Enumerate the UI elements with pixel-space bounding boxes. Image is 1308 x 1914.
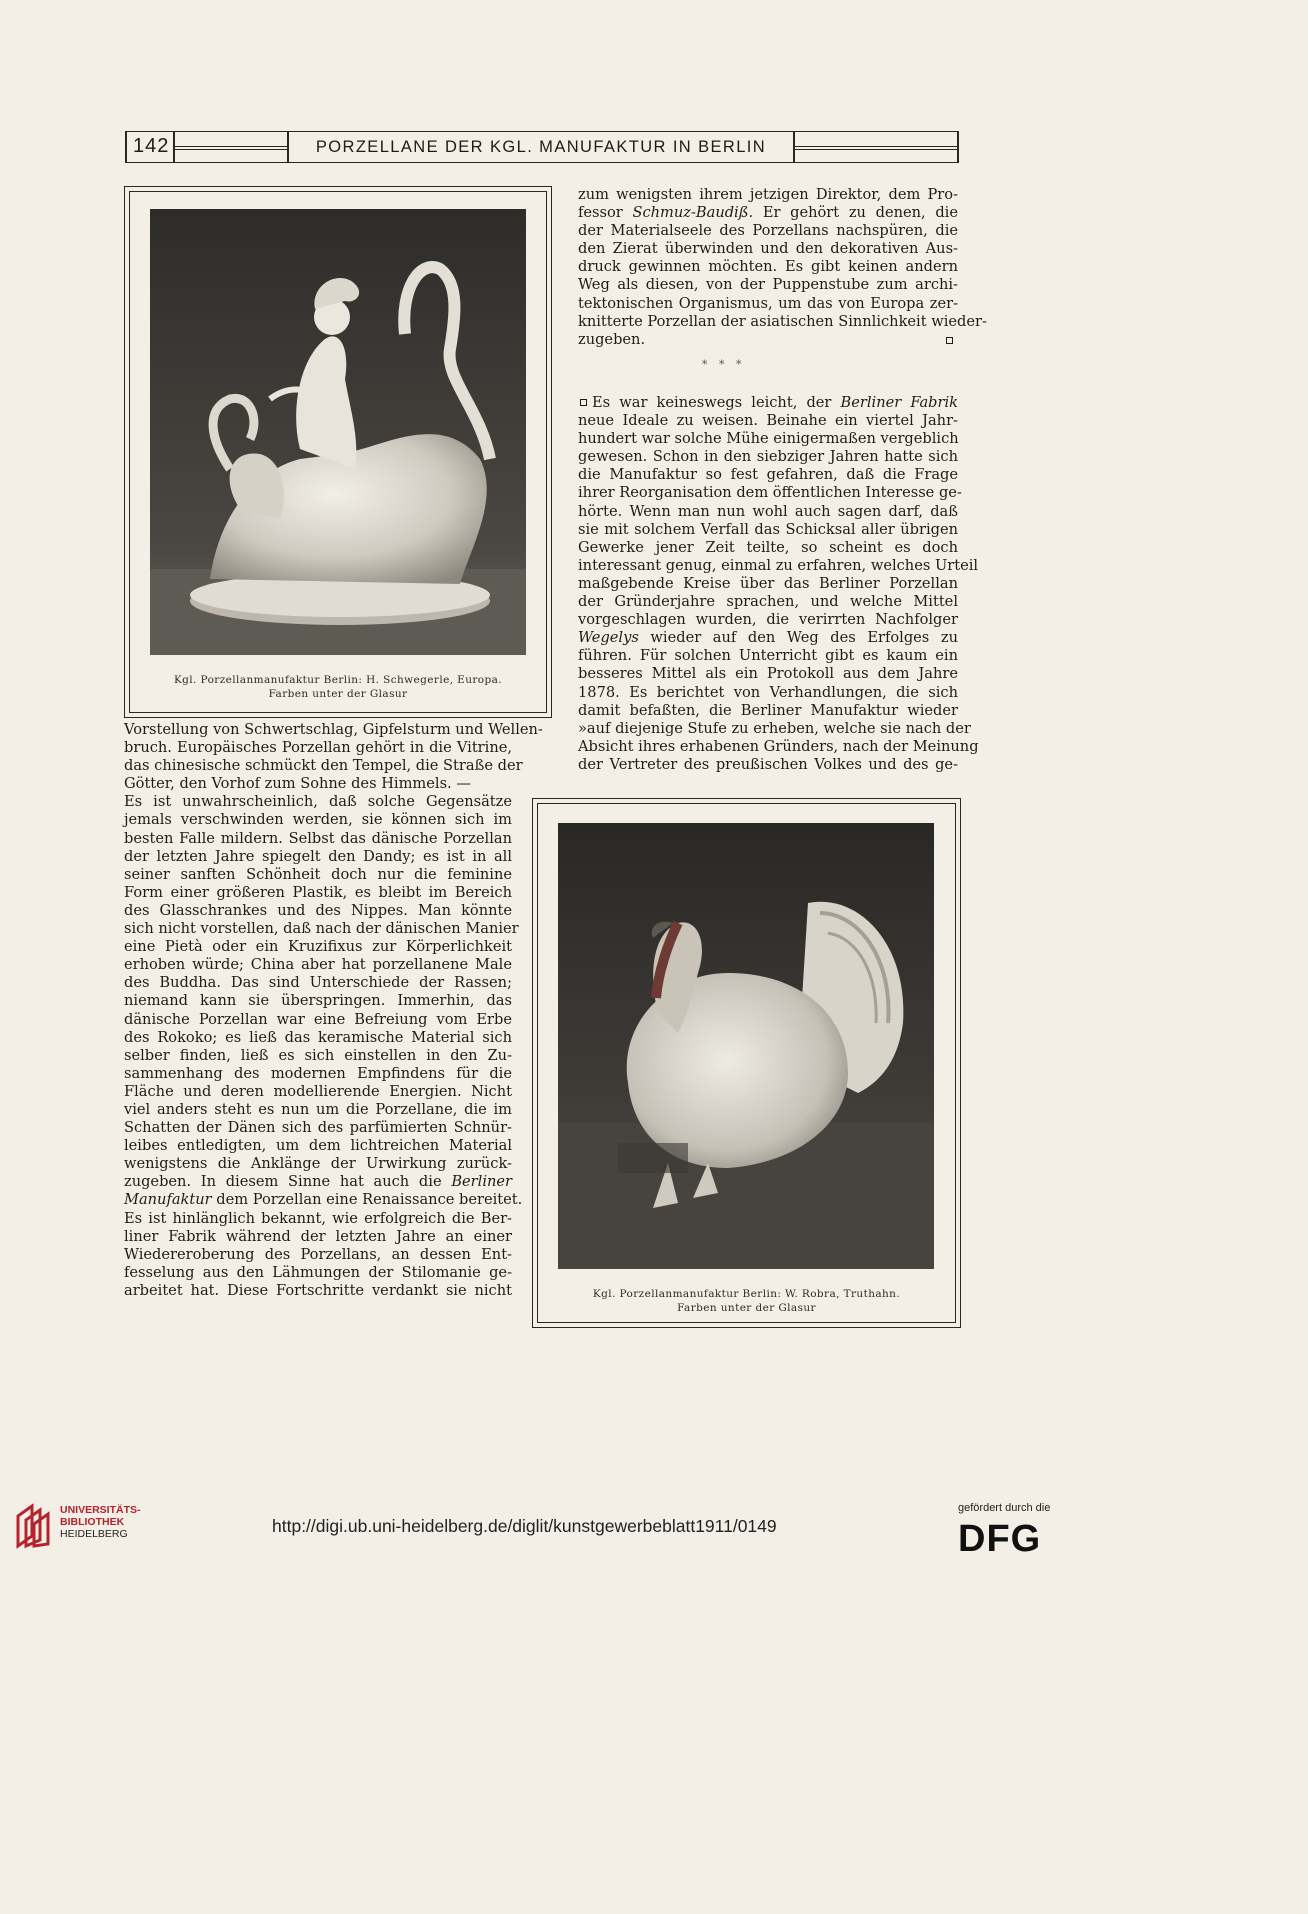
text-line: sich nicht vorstellen, daß nach der dänischen Manier [124,920,519,938]
text-line: der letzten Jahre spiegelt den Dandy; es ist in all [124,847,512,865]
header-rule [793,131,795,163]
text-line: wenigstens die Anklänge der Urwirkung zurück- [124,1155,512,1173]
photo-europa [150,209,526,655]
text-run: fessor [578,204,633,222]
text-line: selber finden, ließ es sich einstellen in den Zu- [124,1046,512,1064]
text-run: wieder auf den Weg des Erfolges zu [638,629,958,647]
text-line: Es ist unwahrscheinlich, daß solche Gegensätze [124,793,512,811]
figure-caption [543,1287,950,1315]
text-line: Vorstellung von Schwertschlag, Gipfelsturm und Wellen- [124,721,543,738]
text-line: Form einer größeren Plastik, es bleibt im Bereich [124,883,512,901]
text-line [578,204,958,222]
text-line: arbeitet hat. Diese Fortschritte verdankt sie nicht [124,1281,512,1299]
text-line: fesselung aus den Lähmungen der Stilomanie ge- [124,1263,512,1281]
text-line: der Vertreter des preußischen Volkes und des ge- [578,755,958,773]
text-line: zum wenigsten ihrem jetzigen Direktor, dem Pro- [578,186,958,203]
text-line [578,331,958,349]
library-line: UNIVERSITÄTS- [60,1504,141,1516]
caption-line: Farben unter der Glasur [268,688,408,700]
text-line: hundert war solche Mühe einigermaßen vergeblich [578,430,959,448]
figure-europa [124,186,552,718]
library-logo-icon [14,1502,54,1550]
caption-line: Kgl. Porzellanmanufaktur Berlin: W. Robra, Truthahn. [592,1288,901,1300]
text-line: Götter, den Vorhof zum Sohne des Himmels. — [124,775,471,793]
text-line: die Manufaktur so fest gefahren, daß die Frage [578,466,958,484]
text-line: Es ist hinlänglich bekannt, wie erfolgreich die Ber- [124,1209,512,1227]
source-url[interactable]: http://digi.ub.uni-heidelberg.de/diglit/kunstgewerbeblatt1911/0149 [272,1516,777,1536]
text-line: dänische Porzellan war eine Befreiung vom Erbe [124,1010,512,1028]
funding-note: gefördert durch die [958,1502,1051,1514]
text-line: der Gründerjahre sprachen, und welche Mittel [578,593,958,611]
text-line: hörte. Wenn man nun wohl auch sagen darf, daß [578,502,958,520]
text-line: gewesen. Schon in den siebziger Jahren hatte sich [578,448,958,466]
header-rule [125,162,959,163]
dfg-logo: DFG [958,1518,1042,1560]
name-emphasis: Manufaktur [124,1191,212,1209]
name-emphasis: Wegelys [578,629,639,647]
header-rule [125,131,127,163]
text-line [124,1173,512,1191]
library-name [60,1504,141,1540]
text-line: ihrer Reorganisation dem öffentlichen Interesse ge- [578,484,962,502]
text-line: Absicht ihres erhabenen Gründers, nach der Meinung [578,737,979,755]
section-separator: * * * [702,358,746,371]
text-line: sammenhang des modernen Empfindens für die [124,1064,512,1082]
turkey-figurine-image [558,823,934,1269]
library-line: BIBLIOTHEK [60,1516,125,1528]
photo-truthahn [558,823,934,1269]
text-line: der Materialseele des Porzellans nachspüren, die [578,222,958,240]
text-line: führen. Für solchen Unterricht gibt es kaum ein [578,647,958,665]
text-line: erhoben würde; China aber hat porzellanene Male [124,956,512,974]
digitization-footer [0,1490,1072,1568]
text-run: Er gehört zu denen, die [753,204,958,222]
header-rule [175,149,287,150]
text-run: zugeben. In diesem Sinne hat auch die [124,1173,452,1191]
text-line: Fläche und deren modellierende Energien. Nicht [124,1082,512,1100]
text-line: den Zierat überwinden und den dekorativen Aus- [578,240,958,258]
text-line [578,394,958,412]
header-rule [795,149,957,150]
right-column-top [578,186,987,349]
text-line: eine Pietà oder ein Kruzifixus zur Körperlichkeit [124,938,512,956]
text-run: Es war keineswegs leicht, der [592,394,841,411]
text-line: leibes entledigten, um dem lichtreichen Material [124,1137,512,1155]
page-number: 142 [133,135,170,157]
text-line: des Glasschrankes und des Nippes. Man könnte [124,901,512,919]
header-rule [957,131,959,163]
section-mark-icon [946,337,953,344]
text-line: Schatten der Dänen sich des parfümierten Schnür- [124,1119,512,1137]
name-emphasis: Berliner Fabrik [840,394,958,411]
left-column [124,721,543,1300]
header-rule [287,131,289,163]
figure-truthahn [532,798,961,1328]
text-line: maßgebende Kreise über das Berliner Porzellan [578,574,958,592]
text-line: besseres Mittel als ein Protokoll aus dem Jahre [578,665,958,683]
header-rule [795,146,957,147]
running-title: PORZELLANE DER KGL. MANUFAKTUR IN BERLIN [315,138,767,156]
text-line: bruch. Europäisches Porzellan gehört in die Vitrine, [124,739,512,757]
text-line: neue Ideale zu weisen. Beinahe ein viertel Jahr- [578,412,958,430]
text-run: zugeben. [578,330,646,348]
text-line: des Buddha. Das sind Unterschiede der Rassen; [124,974,512,992]
figure-caption [135,673,541,701]
caption-line: Farben unter der Glasur [677,1302,816,1314]
text-line: 1878. Es berichtet von Verhandlungen, die sich [578,683,958,701]
header-rule [173,131,175,163]
text-run: dem Porzellan eine Renaissance bereitet. [211,1191,523,1209]
text-line: damit befaßten, die Berliner Manufaktur wieder [578,701,958,719]
text-line: »auf diejenige Stufe zu erheben, welche sie nach der [578,719,971,737]
text-line: das chinesische schmückt den Tempel, die Straße der [124,757,523,775]
library-line: HEIDELBERG [60,1528,128,1540]
europa-figurine-image [150,209,526,655]
text-line: liner Fabrik während der letzten Jahre an einer [124,1227,512,1245]
text-line [124,1191,523,1209]
name-emphasis: Berliner [451,1173,512,1191]
text-line: niemand kann sie überspringen. Immerhin, das [124,992,512,1010]
text-line: viel anders steht es nun um die Porzellane, die im [124,1100,512,1118]
running-header [125,131,959,163]
header-rule [125,131,959,132]
name-emphasis: Schmuz-Baudiß. [632,204,754,222]
text-line: vorgeschlagen wurden, die verirrten Nachfolger [578,611,958,629]
caption-line: Kgl. Porzellanmanufaktur Berlin: H. Schwegerle, Europa. [173,674,503,686]
text-line [578,629,958,647]
text-line: seiner sanften Schönheit doch nur die feminine [124,865,512,883]
text-line: knitterte Porzellan der asiatischen Sinnlichkeit wieder- [578,312,987,330]
text-line: sie mit solchem Verfall das Schicksal aller übrigen [578,520,958,538]
header-rule [175,146,287,147]
section-mark-icon [580,399,587,406]
text-line: druck gewinnen möchten. Es gibt keinen andern [578,258,958,276]
text-line: besten Falle mildern. Selbst das dänische Porzellan [124,829,512,847]
text-line: tektonischen Organismus, um das von Europa zer- [578,294,958,312]
text-line: Gewerke jener Zeit teilte, so scheint es doch [578,538,958,556]
text-line: interessant genug, einmal zu erfahren, welches Urteil [578,556,979,574]
text-line: jemals verschwinden werden, sie können sich im [124,811,512,829]
text-line: Wiedereroberung des Porzellans, an dessen Ent- [124,1245,512,1263]
text-line: des Rokoko; es ließ das keramische Material sich [124,1028,512,1046]
right-column-main [578,394,979,774]
text-line: Weg als diesen, von der Puppenstube zum archi- [578,276,958,294]
